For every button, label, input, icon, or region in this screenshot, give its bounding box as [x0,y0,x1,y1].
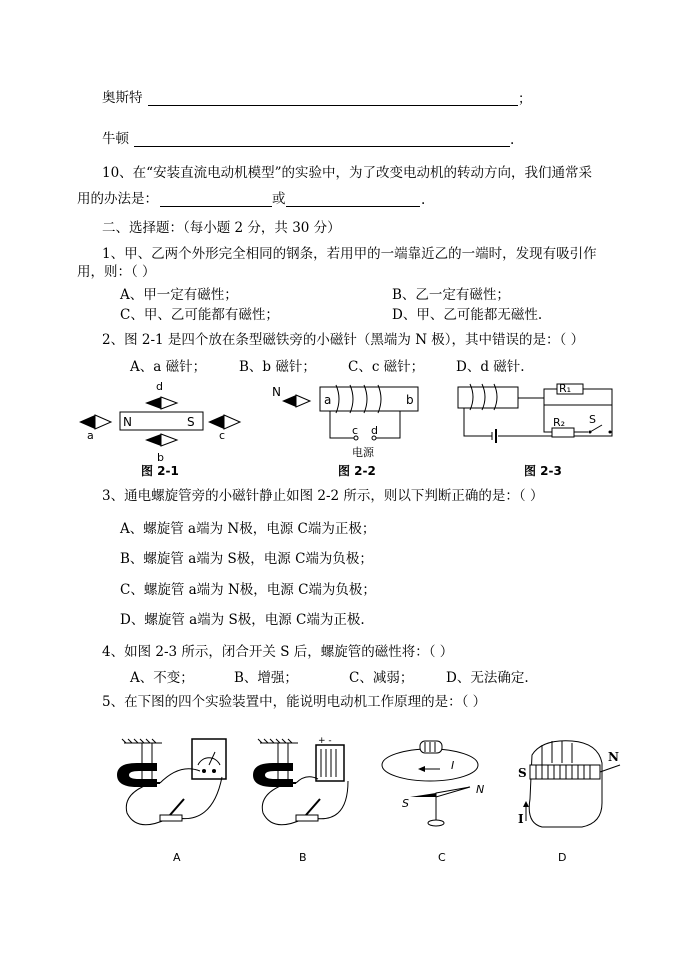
needle-solenoid [282,395,310,407]
q1-line2: 用，则：（ ） [77,264,156,280]
fig2-1-c-label: c [219,429,226,442]
apparatus-d-n-label: N [608,750,619,764]
fig2-1-a-label: a [87,429,94,442]
fig2-1-d-label: d [156,380,163,393]
newton-answer-line[interactable] [134,146,510,147]
figure-2-1 [75,378,250,478]
apparatus-label-b[interactable]: B [299,851,307,864]
oersted-answer-line[interactable] [148,105,518,106]
q4-option-d[interactable]: D、无法确定. [446,670,529,686]
fig2-2-n-label: N [272,385,281,399]
fig2-1-caption: 图 2-1 [141,464,179,478]
fig2-2-c-label: c [352,424,359,437]
svg-text:+ -: + - [318,736,332,746]
q2-option-d[interactable]: D、d 磁针. [456,359,525,375]
section-2-heading: 二、选择题：（每小题 2 分，共 30 分） [102,220,341,236]
needle-b [145,434,177,446]
figure-2-3 [452,378,617,458]
figure-2-2 [270,380,430,465]
needle-d [145,397,177,409]
q4-stem: 4、如图 2-3 所示，闭合开关 S 后，螺旋管的磁性将：（ ） [102,644,454,660]
q10-line2-prefix: 用的办法是： [77,191,158,207]
q1-line1: 1、甲、乙两个外形完全相同的钢条，若用甲的一端靠近乙的一端时，发现有吸引作 [102,246,597,262]
q3-option-c[interactable]: C、螺旋管 a端为 N极，电源 C端为负极； [120,582,376,598]
q3-option-a[interactable]: A、螺旋管 a端为 N极，电源 C端为正极； [120,521,376,537]
apparatus-c-n-label: N [476,783,485,796]
apparatus-c-s-label: S [402,797,409,810]
fig2-3-r2-label: R₂ [553,416,566,429]
apparatus-b [248,735,368,835]
apparatus-label-c[interactable]: C [438,851,446,864]
q10-line1: 10、在“安装直流电动机模型”的实验中，为了改变电动机的转动方向，我们通常采 [102,165,592,181]
apparatus-label-a[interactable]: A [173,851,181,864]
apparatus-c [378,735,503,835]
fig2-2-d-label: d [371,424,378,437]
newton-end: . [510,132,515,148]
fig2-2-a-label: a [324,393,332,407]
needle-a [79,415,111,429]
fig2-3-r1-label: R₁ [559,382,572,395]
q2-option-a[interactable]: A、a 磁针； [130,359,207,375]
apparatus-d-s-label: S [518,766,527,780]
q4-option-b[interactable]: B、增强； [234,670,298,686]
fig2-1-n-label: N [123,415,132,429]
apparatus-d [512,735,632,835]
fig2-2-caption: 图 2-2 [338,464,376,478]
fig2-2-b-label: b [406,393,414,407]
fig2-1-s-label: S [187,415,195,429]
q4-option-a[interactable]: A、不变； [130,670,194,686]
q10-or: 或 [272,191,286,207]
fig2-2-source-label: 电源 [352,446,374,459]
apparatus-a [112,735,242,835]
fig2-1-b-label: b [157,451,164,464]
q4-option-c[interactable]: C、减弱； [349,670,414,686]
fig2-3-s-label: S [589,413,596,426]
q1-option-a[interactable]: A、甲一定有磁性； [120,287,238,303]
q1-option-d[interactable]: D、甲、乙可能都无磁性. [392,307,543,323]
q10-blank-2[interactable] [286,206,420,207]
q2-option-b[interactable]: B、b 磁针； [239,359,316,375]
q2-option-c[interactable]: C、c 磁针； [348,359,425,375]
q3-stem: 3、通电螺旋管旁的小磁针静止如图 2-2 所示，则以下判断正确的是：（ ） [102,488,544,504]
needle-c [208,415,240,429]
q1-option-c[interactable]: C、甲、乙可能都有磁性； [120,307,279,323]
q10-end: . [421,192,426,208]
q2-stem: 2、图 2-1 是四个放在条型磁铁旁的小磁针（黑端为 N 极），其中错误的是：（ ） [102,332,585,348]
apparatus-c-i-label: I [451,759,455,772]
apparatus-label-d[interactable]: D [558,851,567,864]
fig2-3-caption: 图 2-3 [524,464,562,478]
q3-option-b[interactable]: B、螺旋管 a端为 S极，电源 C端为负极； [120,551,373,567]
newton-label: 牛顿 [102,131,129,147]
apparatus-d-i-label: I [518,812,524,826]
oersted-end: ； [518,91,532,107]
oersted-label: 奥斯特 [102,90,143,106]
q3-option-d[interactable]: D、螺旋管 a端为 S极，电源 C端为正极. [120,612,365,628]
q10-blank-1[interactable] [160,206,272,207]
q1-option-b[interactable]: B、乙一定有磁性； [392,287,510,303]
q5-stem: 5、在下图的四个实验装置中，能说明电动机工作原理的是：（ ） [102,694,487,710]
